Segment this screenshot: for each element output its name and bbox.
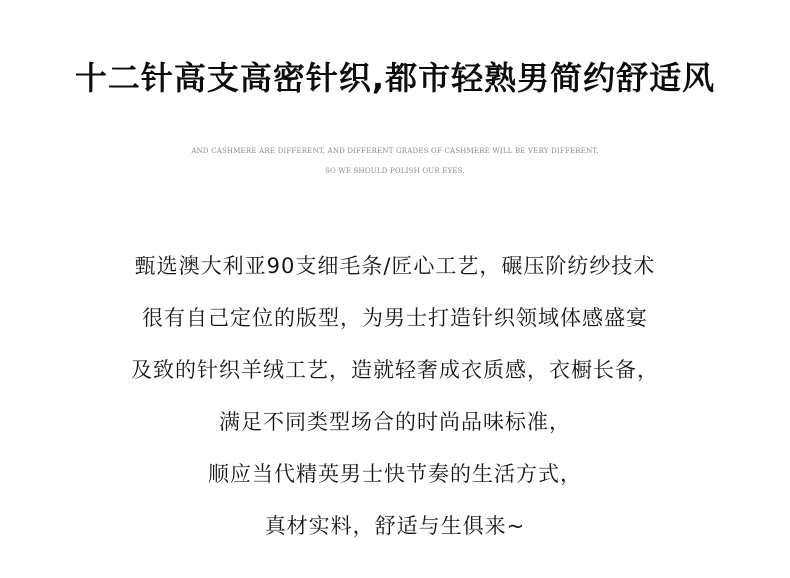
description-text-block [0,248,790,560]
tagline-line-1: AND CASHMERE ARE DIFFERENT, AND DIFFERENT GRADES OF CASHMERE WILL BE VERY DIFFERENT, [191,147,599,155]
description-line: 甄选澳大利亚90支细毛条/匠心工艺，碾压阶纺纱技术 [134,254,656,278]
description-line: 及致的针织羊绒工艺，造就轻奢成衣质感，衣橱长备， [131,358,659,382]
description-line: 很有自己定位的版型，为男士打造针织领域体感盛宴 [142,306,648,330]
tagline-line-2: SO WE SHOULD POLISH OUR EYES. [325,167,465,175]
description-line: 满足不同类型场合的时尚品味标准， [219,410,571,434]
description-line: 顺应当代精英男士快节奏的生活方式， [208,462,582,486]
description-line: 真材实料，舒适与生俱来~ [264,514,526,538]
page-title: 十二针高支高密针织,都市轻熟男简约舒适风 [74,59,716,97]
